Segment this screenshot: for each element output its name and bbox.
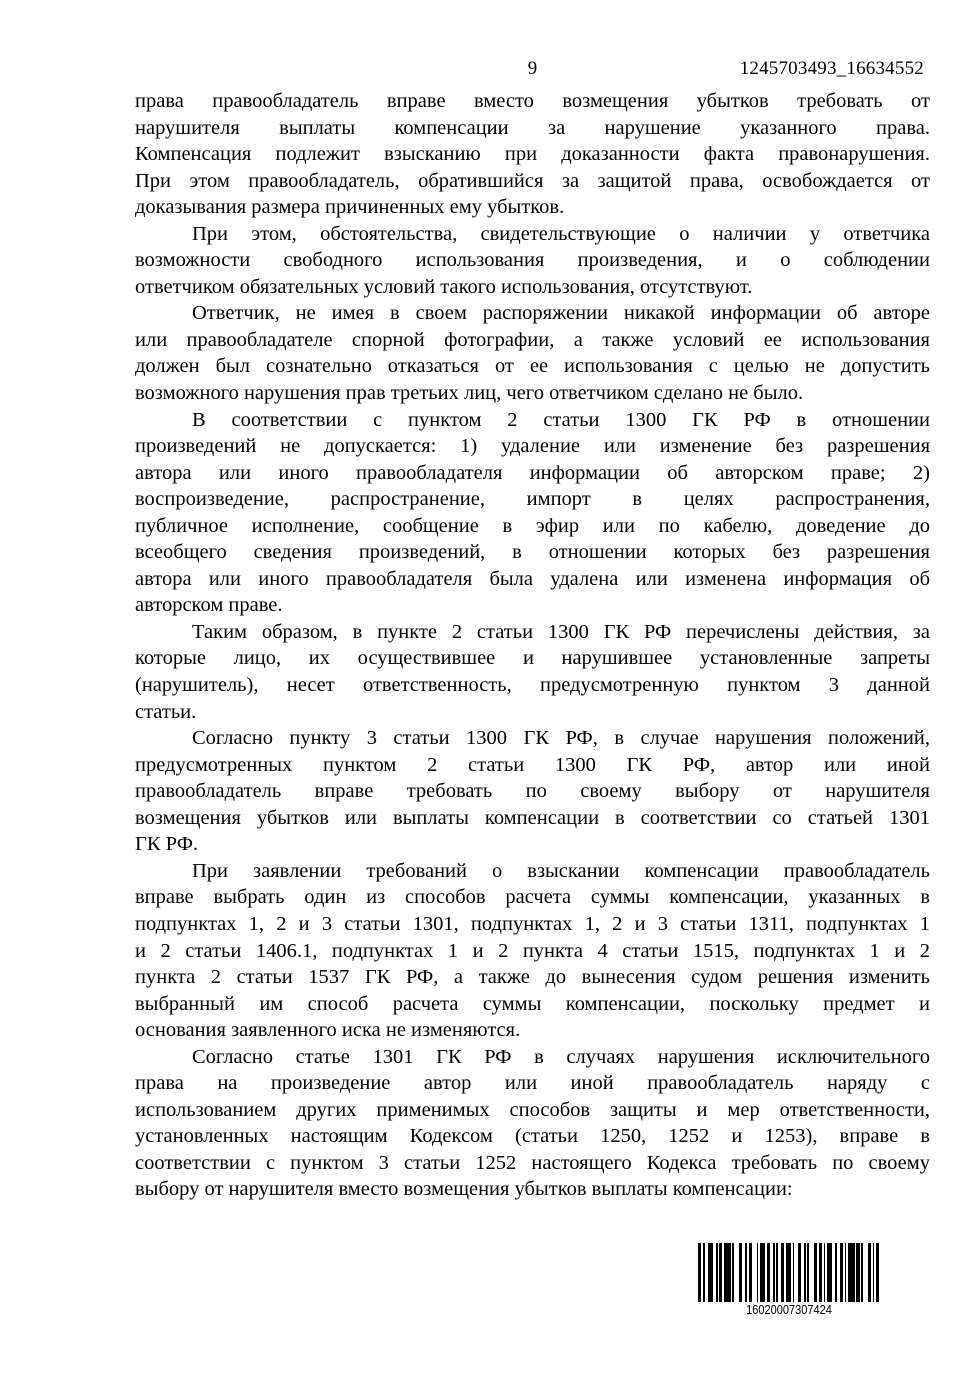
text-line: При этом правообладатель, обратившийся за защитой права, освобождается от [135, 169, 930, 192]
text-line: (нарушитель), несет ответственность, предусмотренную пунктом 3 данной [135, 674, 930, 697]
paragraph [135, 725, 930, 858]
text-line: соответствии с пунктом 3 статьи 1252 настоящего Кодекса требовать по своему [135, 1151, 930, 1174]
barcode-bar [876, 1243, 879, 1302]
text-line: В соответствии с пунктом 2 статьи 1300 ГК РФ в отношении [192, 408, 930, 431]
text-line: установленных настоящим Кодексом (статьи 1250, 1252 и 1253), вправе в [135, 1125, 930, 1148]
text-line: ответчиком обязательных условий такого использования, отсутствуют. [135, 275, 753, 298]
page-header [135, 58, 930, 84]
paragraph [135, 858, 930, 1044]
text-line: выбору от нарушителя вместо возмещения убытков выплаты компенсации: [135, 1178, 793, 1201]
text-line: Согласно пункту 3 статьи 1300 ГК РФ, в случае нарушения положений, [192, 727, 930, 750]
text-line: ГК РФ. [135, 833, 199, 856]
text-line: предусмотренных пунктом 2 статьи 1300 ГК РФ, автор или иной [135, 753, 930, 776]
text-line: правообладатель вправе требовать по своему выбору от нарушителя [135, 780, 930, 803]
text-line: доказывания размера причиненных ему убытков. [135, 196, 565, 219]
document-id: 1245703493_16634552 [739, 58, 924, 79]
text-line: которые лицо, их осуществившее и нарушившее установленные запреты [135, 647, 930, 670]
text-line: основания заявленного иска не изменяются. [135, 1019, 521, 1042]
document-body [135, 88, 930, 1203]
text-line: произведений не допускается: 1) удаление или изменение без разрешения [135, 435, 930, 458]
text-line: При заявлении требований о взыскании компенсации правообладатель [192, 859, 930, 882]
text-line: Компенсация подлежит взысканию при доказанности факта правонарушения. [135, 143, 930, 166]
text-line: автора или иного правообладателя информации об авторском праве; 2) [135, 461, 930, 484]
barcode [698, 1243, 880, 1317]
text-line: авторском праве. [135, 594, 283, 617]
text-line: права на произведение автор или иной правообладатель наряду с [135, 1072, 930, 1095]
text-line: статьи. [135, 700, 197, 723]
text-line: выбранный им способ расчета суммы компенсации, поскольку предмет и [135, 992, 930, 1015]
text-line: и 2 статьи 1406.1, подпунктах 1 и 2 пункта 4 статьи 1515, подпунктах 1 и 2 [135, 939, 930, 962]
paragraph [135, 407, 930, 619]
paragraph [135, 300, 930, 406]
text-line: всеобщего сведения произведений, в отношении которых без разрешения [135, 541, 930, 564]
text-line: возможности свободного использования произведения, и о соблюдении [135, 249, 930, 272]
text-line: возможного нарушения прав третьих лиц, чего ответчиком сделано не было. [135, 382, 804, 405]
text-line: публичное исполнение, сообщение в эфир или по кабелю, доведение до [135, 514, 930, 537]
page-number: 9 [527, 58, 538, 79]
text-line: автора или иного правообладателя была удалена или изменена информация об [135, 567, 930, 590]
paragraph [135, 88, 930, 221]
text-line: права правообладатель вправе вместо возмещения убытков требовать от [135, 90, 930, 112]
barcode-image [698, 1243, 880, 1302]
text-line: воспроизведение, распространение, импорт в целях распространения, [135, 488, 930, 511]
barcode-number: 16020007307424 [746, 1303, 832, 1317]
text-line: подпунктах 1, 2 и 3 статьи 1301, подпунктах 1, 2 и 3 статьи 1311, подпунктах 1 [135, 912, 930, 935]
paragraph [135, 221, 930, 301]
text-line: или правообладателе спорной фотографии, а также условий ее использования [135, 328, 930, 351]
text-line: возмещения убытков или выплаты компенсации в соответствии со статьей 1301 [135, 806, 930, 829]
text-line: Ответчик, не имея в своем распоряжении никакой информации об авторе [192, 302, 930, 325]
text-line: Таким образом, в пункте 2 статьи 1300 ГК РФ перечислены действия, за [192, 620, 930, 643]
text-line: Согласно статье 1301 ГК РФ в случаях нарушения исключительного [192, 1045, 930, 1068]
text-line: нарушителя выплаты компенсации за нарушение указанного права. [135, 116, 930, 139]
text-line: пункта 2 статьи 1537 ГК РФ, а также до вынесения судом решения изменить [135, 966, 930, 989]
text-line: При этом, обстоятельства, свидетельствующие о наличии у ответчика [192, 222, 930, 245]
paragraph [135, 1044, 930, 1203]
text-line: использованием других применимых способов защиты и мер ответственности, [135, 1098, 930, 1121]
text-line: вправе выбрать один из способов расчета суммы компенсации, указанных в [135, 886, 930, 909]
paragraph [135, 619, 930, 725]
text-line: должен был сознательно отказаться от ее использования с целью не допустить [135, 355, 930, 378]
